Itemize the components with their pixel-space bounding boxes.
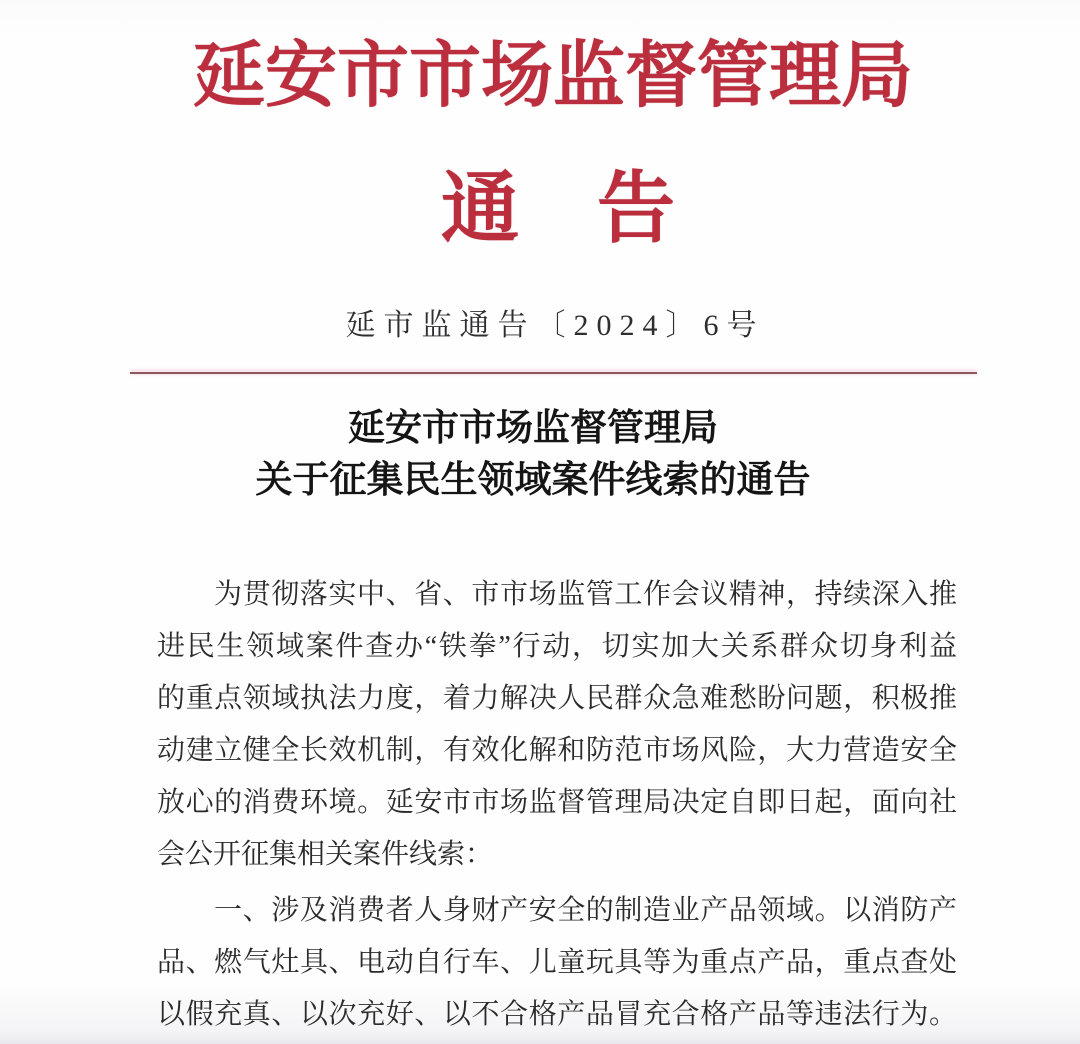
subtitle-line-1: 延安市市场监督管理局 — [348, 408, 718, 449]
body-line: 一、涉及消费者人身财产安全的制造业产品领域。以消防产 — [214, 895, 957, 926]
body-paragraph-2 — [157, 885, 957, 1041]
divider-line — [130, 372, 977, 374]
subtitle-line-2: 关于征集民生领域案件线索的通告 — [255, 460, 811, 501]
document-number: 延市监通告〔2024〕6号 — [345, 309, 765, 342]
body-line: 进民生领域案件查办“铁拳”行动，切实加大关系群众切身利益 — [157, 631, 957, 662]
body-line: 会公开征集相关案件线索： — [157, 839, 494, 870]
notice-body — [157, 569, 957, 1041]
body-line: 的重点领域执法力度，着力解决人民群众急难愁盼问题，积极推 — [157, 683, 957, 714]
body-paragraph-1 — [157, 569, 957, 881]
agency-title: 延安市市场监督管理局 — [192, 36, 913, 116]
body-line: 放心的消费环境。延安市市场监督管理局决定自即日起，面向社 — [157, 787, 957, 818]
body-line: 动建立健全长效机制，有效化解和防范市场风险，大力营造安全 — [157, 735, 957, 766]
notice-subtitle — [0, 403, 1073, 507]
notice-type-title: 通 告 — [440, 165, 675, 252]
body-line: 品、燃气灶具、电动自行车、儿童玩具等为重点产品，重点查处 — [157, 947, 957, 978]
body-line: 为贯彻落实中、省、市市场监管工作会议精神，持续深入推 — [214, 579, 957, 610]
body-line: 以假充真、以次充好、以不合格产品冒充合格产品等违法行为。 — [157, 999, 957, 1030]
